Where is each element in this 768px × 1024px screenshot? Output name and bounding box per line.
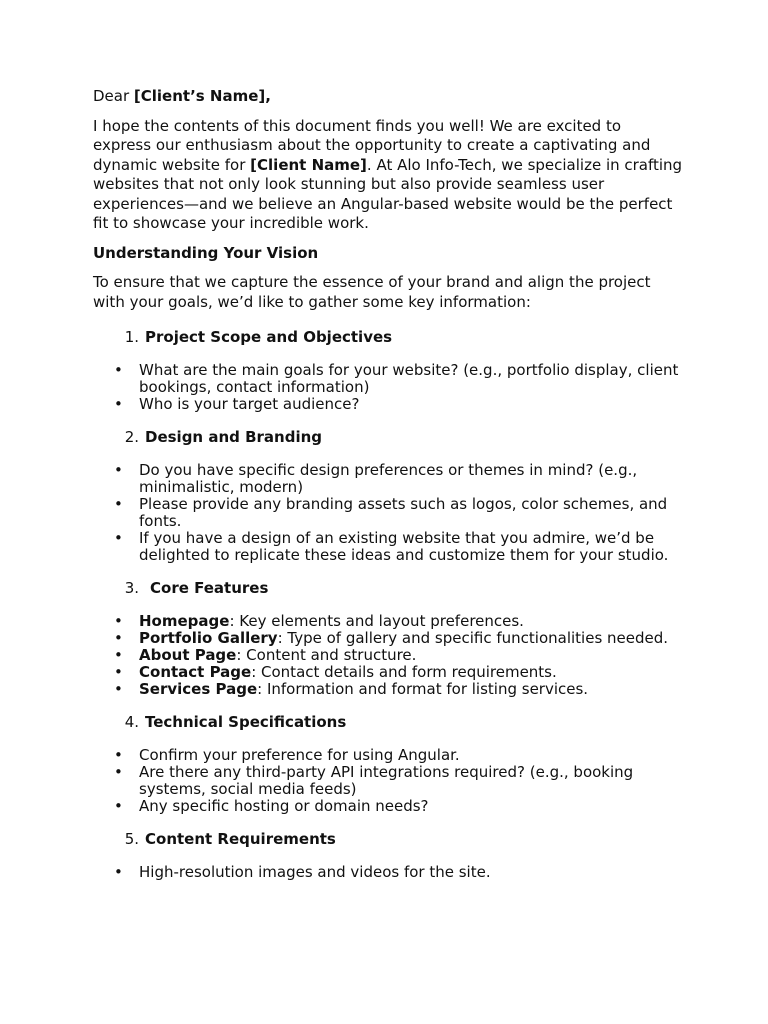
list-item: • Do you have specific design preferences or themes in mind? (e.g., minimalistic, modern) <box>93 462 683 496</box>
vision-heading: Understanding Your Vision <box>93 243 319 262</box>
section-title: Technical Specifications <box>145 713 347 731</box>
section-number: 5. <box>124 830 139 848</box>
section-4-bullets <box>93 747 683 815</box>
list-item: • High-resolution images and videos for the site. <box>93 864 683 881</box>
client-name-placeholder: [Client’s Name], <box>133 87 271 105</box>
list-item <box>93 647 683 664</box>
list-item: • If you have a design of an existing website that you admire, we’d be delighted to replicate these ideas and customize them for your studio. <box>93 530 683 564</box>
list-item: • Please provide any branding assets such as logos, color schemes, and fonts. <box>93 496 683 530</box>
feature-desc: : Content and structure. <box>236 646 417 664</box>
intro-client-name: [Client Name] <box>250 155 367 174</box>
section-5-bullets <box>93 864 683 881</box>
section-title: Project Scope and Objectives <box>145 328 393 346</box>
section-number: 3. <box>124 579 139 597</box>
feature-desc: : Information and format for listing services. <box>257 680 589 698</box>
list-item: • Who is your target audience? <box>93 396 683 413</box>
list-item: • Confirm your preference for using Angular. <box>93 747 683 764</box>
feature-name: Homepage <box>139 612 230 630</box>
section-3-heading <box>93 579 683 598</box>
intro-paragraph <box>93 117 683 234</box>
section-number: 2. <box>124 428 139 446</box>
feature-desc: : Contact details and form requirements. <box>251 663 557 681</box>
list-item <box>93 613 683 630</box>
list-item <box>93 664 683 681</box>
feature-name: Services Page <box>139 680 258 698</box>
vision-text: To ensure that we capture the essence of your brand and align the project with your goals, we’d like to gather some key information: <box>93 273 651 311</box>
list-item: • Are there any third-party API integrations required? (e.g., booking systems, social media feeds) <box>93 764 683 798</box>
section-title: Content Requirements <box>145 830 336 848</box>
section-title: Design and Branding <box>145 428 323 446</box>
list-item <box>93 681 683 698</box>
intro-part2: . At Alo Info-Tech, we specialize in crafting websites that not only look stunning but also provide seamless user experiences—and we believe an Angular-based website would be the perfect fit to showcase your incredible work. <box>93 155 683 232</box>
feature-name: Portfolio Gallery <box>139 629 278 647</box>
list-item: • Any specific hosting or domain needs? <box>93 798 683 815</box>
feature-desc: : Key elements and layout preferences. <box>229 612 524 630</box>
feature-desc: : Type of gallery and specific functionalities needed. <box>277 629 669 647</box>
salutation-prefix: Dear <box>93 87 134 105</box>
section-number: 1. <box>124 328 139 346</box>
letter-page <box>93 87 683 896</box>
section-1-bullets <box>93 362 683 413</box>
section-2-heading <box>93 428 683 447</box>
feature-name: About Page <box>139 646 237 664</box>
list-item: • What are the main goals for your website? (e.g., portfolio display, client bookings, contact information) <box>93 362 683 396</box>
section-2-bullets <box>93 462 683 564</box>
section-number: 4. <box>124 713 139 731</box>
intro-part1: I hope the contents of this document finds you well! We are excited to express our enthusiasm about the opportunity to create a captivating and dynamic website for <box>93 116 651 174</box>
salutation <box>93 87 683 107</box>
section-1-heading <box>93 328 683 347</box>
list-item <box>93 630 683 647</box>
feature-name: Contact Page <box>139 663 252 681</box>
section-4-heading <box>93 713 683 732</box>
section-5-heading <box>93 830 683 849</box>
section-title: Core Features <box>150 579 269 597</box>
section-3-bullets <box>93 613 683 698</box>
